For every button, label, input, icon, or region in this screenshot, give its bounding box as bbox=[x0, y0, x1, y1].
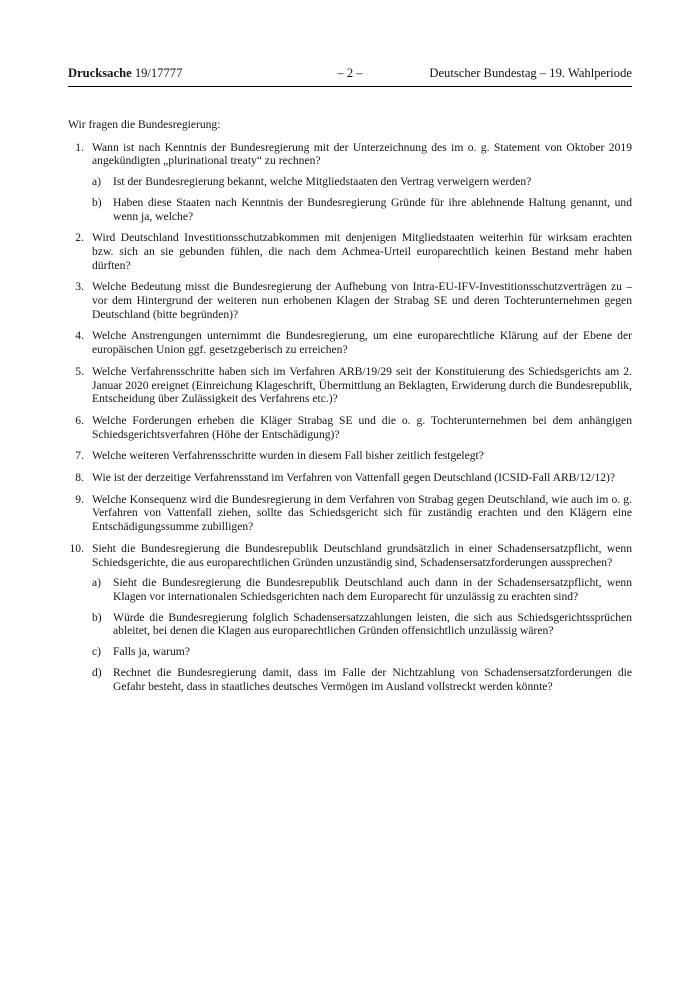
page-number: – 2 – bbox=[337, 66, 363, 80]
question-number: 1. bbox=[75, 140, 84, 154]
document-number: 19/17777 bbox=[134, 66, 183, 80]
question-text: Sieht die Bundesregierung die Bundesrepublik Deutschland grundsätzlich in einer Schadensersatzpflicht, wenn Schiedsgerichte, die aus europarechtlichen Gründen unzuständig sind, Schadensersatzforderungen aussprechen? bbox=[92, 541, 632, 569]
question-number: 10. bbox=[69, 541, 84, 555]
question-subitem bbox=[92, 576, 632, 603]
question-item-2 bbox=[68, 231, 632, 272]
question-item-6 bbox=[68, 414, 632, 441]
question-item-3 bbox=[68, 280, 632, 321]
question-item-9 bbox=[68, 493, 632, 534]
question-text: Welche weiteren Verfahrensschritte wurden in diesem Fall bisher zeitlich festgelegt? bbox=[92, 449, 484, 463]
page-header bbox=[68, 66, 632, 87]
subitem-text: Rechnet die Bundesregierung damit, dass im Falle der Nichtzahlung von Schadensersatzforderungen die Gefahr besteht, dass in staatliches deutsches Vermögen im Ausland vollstreckt werden könnte? bbox=[113, 665, 632, 693]
document-body bbox=[68, 118, 632, 693]
subitem-text: Sieht die Bundesregierung die Bundesrepublik Deutschland auch dann in der Schadensersatzpflicht, wenn Klagen vor internationalen Schiedsgerichten nach dem Europarecht für unzulässig zu erachten sind? bbox=[113, 576, 632, 603]
question-number: 3. bbox=[75, 280, 84, 294]
question-subitem bbox=[92, 175, 632, 189]
subitem-label: c) bbox=[92, 645, 102, 659]
question-text: Welche Forderungen erheben die Kläger Strabag SE und die o. g. Tochterunternehmen bei dem anhängigen Schiedsgerichtsverfahren (Höhe der Entschädigung)? bbox=[92, 413, 632, 441]
question-text: Welche Bedeutung misst die Bundesregierung der Aufhebung von Intra-EU-IFV-Investitionsschutzverträgen zu – vor dem Hintergrund der weiteren nun erhobenen Klagen der Strabag SE und deren Tochterunternehmen gegen Deutschland (bitte begründen)? bbox=[92, 280, 632, 321]
subitem-label: a) bbox=[92, 175, 102, 189]
document-reference bbox=[68, 66, 337, 81]
subitem-text: Würde die Bundesregierung folglich Schadensersatzzahlungen leisten, die sich aus Schiedsgerichtssprüchen ableitet, bei denen die Klagen aus europarechtlichen Gründen offensichtlich unzulässig wären? bbox=[113, 610, 632, 638]
question-subitem bbox=[92, 645, 632, 659]
question-number: 2. bbox=[75, 231, 84, 245]
question-item-5 bbox=[68, 365, 632, 406]
question-item-4 bbox=[68, 329, 632, 356]
question-item-7 bbox=[68, 449, 632, 463]
question-number: 6. bbox=[75, 413, 84, 427]
question-text: Wird Deutschland Investitionsschutzabkommen mit denjenigen Mitgliedstaaten weiterhin für wirksam erachten bzw. sich an sie gebunden fühlen, die nach dem Achmea-Urteil europarechtlich keinen Bestand mehr haben dürften? bbox=[92, 231, 632, 272]
question-text: Wie ist der derzeitige Verfahrensstand im Verfahren von Vattenfall gegen Deutschland (ICSID-Fall ARB/12/12)? bbox=[92, 471, 616, 485]
question-text: Welche Anstrengungen unternimmt die Bundesregierung, um eine europarechtliche Klärung auf der Ebene der europäischen Union ggf. gesetzgeberisch zu erreichen? bbox=[92, 329, 632, 357]
subitem-label: a) bbox=[92, 576, 102, 590]
subitem-label: d) bbox=[92, 665, 102, 679]
subitem-text: Haben diese Staaten nach Kenntnis der Bundesregierung Gründe für ihre ablehnende Haltung genannt, und wenn ja, welche? bbox=[113, 195, 632, 223]
document-label: Drucksache bbox=[68, 66, 132, 80]
question-subitem bbox=[92, 611, 632, 638]
question-item-8 bbox=[68, 471, 632, 485]
question-number: 5. bbox=[75, 364, 84, 378]
intro-text: Wir fragen die Bundesregierung: bbox=[68, 118, 221, 131]
question-text: Wann ist nach Kenntnis der Bundesregierung mit der Unterzeichnung des im o. g. Statement von Oktober 2019 angekündigten „plurinational treaty“ zu rechnen? bbox=[92, 140, 632, 168]
question-number: 8. bbox=[75, 471, 84, 485]
question-subitem bbox=[92, 196, 632, 223]
subitem-text: Falls ja, warum? bbox=[113, 645, 190, 659]
subitem-label: b) bbox=[92, 610, 102, 624]
subitem-text: Ist der Bundesregierung bekannt, welche Mitgliedstaaten den Vertrag verweigern werden? bbox=[113, 175, 532, 189]
subitem-label: b) bbox=[92, 195, 102, 209]
question-subitem bbox=[92, 666, 632, 693]
question-item-10 bbox=[68, 542, 632, 693]
question-number: 4. bbox=[75, 329, 84, 343]
edition-label: Deutscher Bundestag – 19. Wahlperiode bbox=[429, 66, 632, 80]
question-text: Welche Konsequenz wird die Bundesregierung in dem Verfahren von Strabag gegen Deutschland, wie auch im o. g. Verfahren von Vattenfall ziehen, sollte das Schiedsgericht sich für zuständig erachten und den Klägern eine Entschädigungssumme zubilligen? bbox=[92, 492, 632, 534]
question-item-1 bbox=[68, 141, 632, 224]
question-text: Welche Verfahrensschritte haben sich im Verfahren ARB/19/29 seit der Konstituierung des Schiedsgerichts am 2. Januar 2020 ereignet (Einreichung Klageschrift, Übermittlung an Beklagten, Erwiderung durch die Bundesrepublik, Entscheidung über Zulässigkeit des Verfahrens etc.)? bbox=[92, 364, 632, 406]
question-number: 9. bbox=[75, 492, 84, 506]
question-number: 7. bbox=[75, 449, 84, 463]
